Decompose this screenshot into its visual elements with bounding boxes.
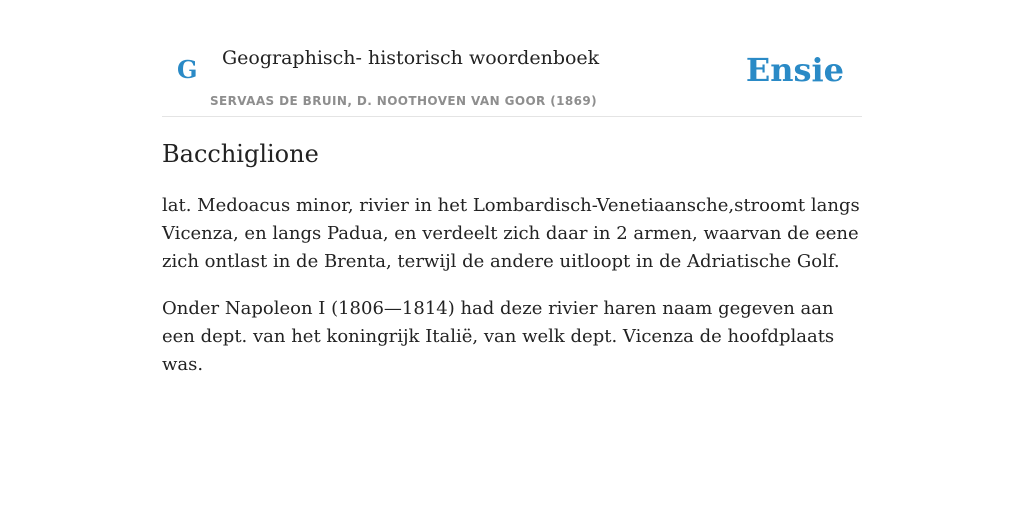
- book-logo-link[interactable]: G: [177, 55, 198, 84]
- entry-paragraph: Onder Napoleon I (1806—1814) had deze rivier haren naam gegeven aan een dept. van het koningrijk Italië, van welk dept. Vicenza de hoofdplaats was.: [162, 298, 835, 375]
- entry-content: [162, 136, 862, 379]
- ensie-logo-link[interactable]: Ensie: [745, 51, 844, 89]
- book-author-year: SERVAAS DE BRUIN, D. NOOTHOVEN VAN GOOR (1869): [210, 94, 598, 108]
- book-title[interactable]: Geographisch- historisch woordenboek: [222, 47, 600, 69]
- entry-title: Bacchiglione: [162, 140, 319, 168]
- book-header: [162, 0, 862, 117]
- entry-paragraph: lat. Medoacus minor, rivier in het Lombardisch-Venetiaansche,stroomt langs Vicenza, en langs Padua, en verdeelt zich daar in 2 armen, waarvan de eene zich ontlast in de Brenta, terwijl de andere uitloopt in de Adriatische Golf.: [162, 195, 860, 272]
